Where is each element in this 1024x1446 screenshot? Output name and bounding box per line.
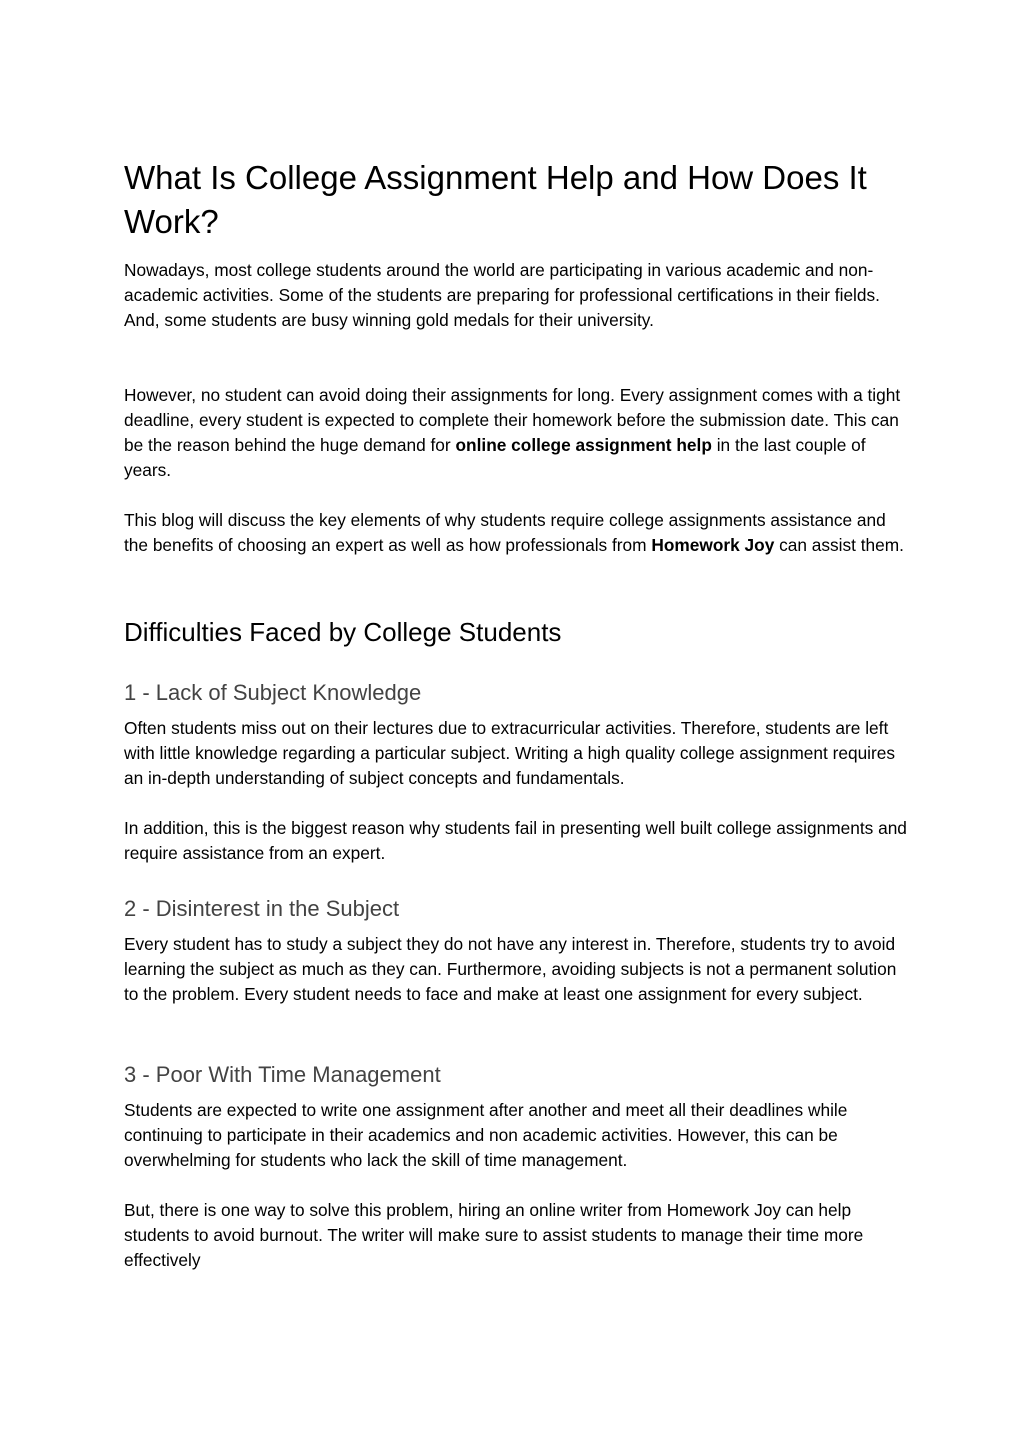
time-management-paragraph-1: Students are expected to write one assignment after another and meet all their deadlines while continuing to participate in their academics and non academic activities. However, this can be overwhelming for students who lack the skill of time management. <box>124 1100 848 1170</box>
intro-paragraph-3 <box>124 508 914 558</box>
lack-of-knowledge-paragraph-1: Often students miss out on their lectures due to extracurricular activities. Therefore, students are left with little knowledge regarding a particular subject. Writing a high quality college assignment requires an in-depth understanding of subject concepts and fundamentals. <box>124 718 896 788</box>
subheading-time-management: 3 - Poor With Time Management <box>124 1062 441 1087</box>
intro-paragraph-1: Nowadays, most college students around the world are participating in various academic and non-academic activities. Some of the students are preparing for professional certifications in their fields. And, some students are busy winning gold medals for their university. <box>124 260 880 330</box>
intro-paragraph-2-text-b: in the last couple of years. <box>124 435 866 480</box>
subheading-lack-of-subject-knowledge: 1 - Lack of Subject Knowledge <box>124 680 422 705</box>
intro-paragraph-2 <box>124 383 914 483</box>
section-heading-difficulties: Difficulties Faced by College Students <box>124 617 562 647</box>
homework-joy-highlight: Homework Joy <box>651 535 775 555</box>
subheading-disinterest-in-subject: 2 - Disinterest in the Subject <box>124 896 400 921</box>
lack-of-knowledge-paragraph-2: In addition, this is the biggest reason why students fail in presenting well built college assignments and require assistance from an expert. <box>124 818 907 863</box>
intro-paragraph-3-text-a: This blog will discuss the key elements of why students require college assignments assistance and the benefits of choosing an expert as well as how professionals from <box>124 510 886 555</box>
intro-paragraph-3-text-b: can assist them. <box>774 535 904 555</box>
online-college-assignment-help-highlight: online college assignment help <box>455 435 712 455</box>
intro-paragraph-2-text-a: However, no student can avoid doing their assignments for long. Every assignment comes with a tight deadline, every student is expected to complete their homework before the submission date. This can be the reason behind the huge demand for <box>124 385 901 455</box>
disinterest-paragraph: Every student has to study a subject they do not have any interest in. Therefore, students try to avoid learning the subject as much as they can. Furthermore, avoiding subjects is not a permanent solution to the problem. Every student needs to face and make at least one assignment for every subject. <box>124 934 897 1004</box>
time-management-paragraph-2: But, there is one way to solve this problem, hiring an online writer from Homework Joy can help students to avoid burnout. The writer will make sure to assist students to manage their time more effectively <box>124 1200 864 1270</box>
page-title: What Is College Assignment Help and How Does It Work? <box>124 159 867 240</box>
